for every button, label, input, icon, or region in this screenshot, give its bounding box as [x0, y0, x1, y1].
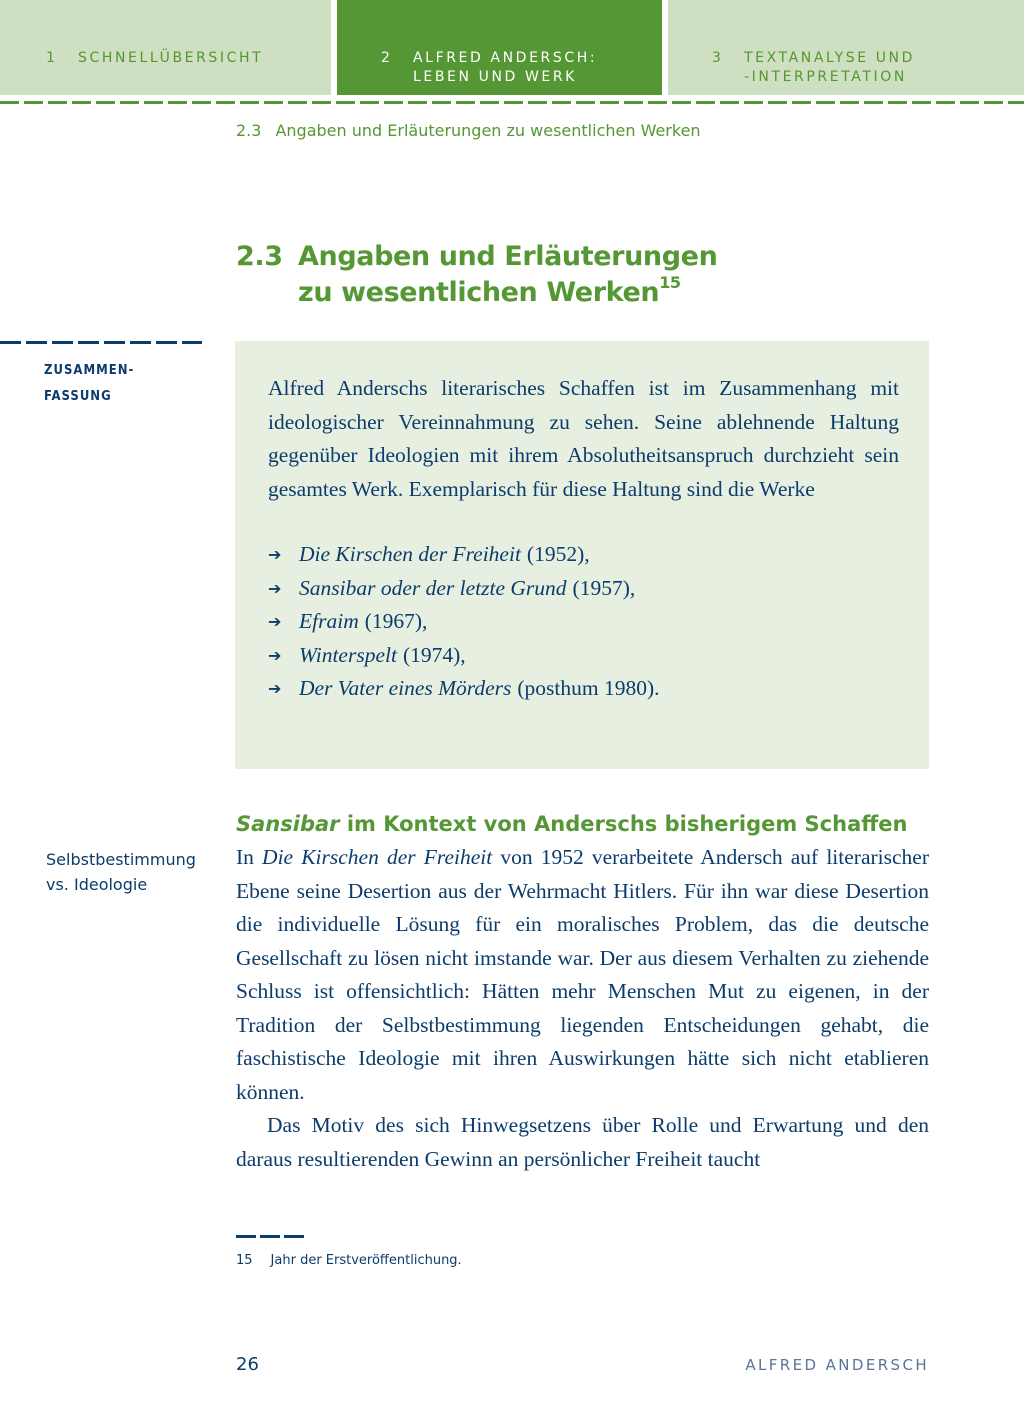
work-year: (posthum 1980).	[517, 676, 660, 700]
work-title: Sansibar oder der letzte Grund	[299, 575, 567, 600]
margin-note-line1: Selbstbestimmung	[46, 850, 196, 869]
work-title: Die Kirschen der Freiheit	[262, 845, 493, 869]
work-title: Winterspelt	[299, 642, 397, 667]
running-head-title: Angaben und Erläuterungen zu wesentlichen Werken	[275, 121, 701, 140]
arrow-right-icon: ➔	[268, 578, 282, 598]
tab-textanalyse-und-interpretation[interactable]	[668, 0, 1024, 95]
work-year: (1974),	[402, 642, 466, 667]
list-item	[268, 572, 899, 606]
work-year: (1957),	[572, 575, 636, 600]
section-number: 2.3	[236, 241, 283, 272]
work-year: (1967),	[364, 609, 428, 633]
tab-label	[744, 49, 915, 87]
subsection-heading	[236, 810, 907, 838]
margin-note-line2: vs. Ideologie	[46, 875, 148, 894]
para-text: von 1952 verarbeitete Andersch auf literarischer Ebene seine Desertion aus der Wehrmacht Hitlers. Für ihn war diese Desertion die individuelle Lösung für ein moralisches Problem, das die deutsche Gesellschaft zu lösen nicht imstande war. Der aus diesem Verhalten zu ziehende Schluss ist offensichtlich: Hätten mehr Menschen Mut zu eigenen, in der Tradition der Selbstbestimmung liegenden Entscheidungen gehabt, die faschistische Ideologie mit ihren Auswirkungen hätte sich nicht etablieren können.	[236, 845, 929, 1104]
list-item	[268, 639, 899, 673]
sidebar-dashed-divider	[0, 341, 202, 344]
paragraph	[236, 841, 929, 1109]
list-item	[268, 672, 899, 706]
summary-margin-label	[44, 358, 134, 410]
body-text	[236, 841, 929, 1176]
works-list	[268, 538, 899, 706]
running-head-number: 2.3	[236, 121, 262, 140]
tab-alfred-andersch-leben-und-werk[interactable]	[337, 0, 662, 95]
summary-label-line1: ZUSAMMEN-	[44, 363, 135, 378]
page-title	[236, 239, 717, 311]
arrow-right-icon: ➔	[268, 679, 282, 698]
footnote-reference[interactable]: 15	[659, 273, 681, 292]
tab-label-line2: -INTERPRETATION	[744, 69, 907, 85]
tab-label	[413, 49, 597, 87]
page-number: 26	[236, 1354, 259, 1375]
para-text: In	[236, 845, 263, 869]
footnote-number: 15	[236, 1253, 253, 1268]
subsection-heading-rest: im Kontext von Anderschs bisherigem Schaffen	[339, 812, 908, 836]
work-title: Efraim	[299, 609, 359, 633]
paragraph: Das Motiv des sich Hinwegsetzens über Rolle und Erwartung und den daraus resultierenden Gewinn an persönlicher Freiheit taucht	[236, 1113, 929, 1171]
work-title: Der Vater eines Mörders	[299, 676, 512, 700]
summary-text: Alfred Anderschs literarisches Schaffen ist im Zusammenhang mit ideologischer Vereinnahmung zu sehen. Seine ablehnende Haltung gegenüber Ideologien mit ihrem Absolutheitsanspruch durchzieht sein gesamtes Werk. Exemplarisch für diese Haltung sind die Werke	[268, 376, 899, 501]
section-title-line2: zu wesentlichen Werken	[298, 277, 660, 308]
margin-note	[46, 847, 196, 897]
list-item	[268, 605, 899, 639]
footnote-divider	[236, 1235, 304, 1238]
footer-book-title: ALFRED ANDERSCH	[745, 1356, 929, 1374]
running-head	[236, 121, 701, 140]
summary-label-line2: FASSUNG	[44, 389, 112, 404]
tab-label-line1: TEXTANALYSE UND	[744, 50, 916, 66]
arrow-right-icon: ➔	[268, 545, 282, 564]
footnote-text: Jahr der Erstveröffentlichung.	[270, 1253, 462, 1268]
tab-label-line2: LEBEN UND WERK	[413, 69, 577, 85]
list-item	[268, 538, 899, 572]
tab-label: SCHNELLÜBERSICHT	[78, 50, 264, 66]
subsection-heading-italic: Sansibar	[236, 812, 340, 836]
work-year: (1952),	[526, 542, 590, 566]
arrow-right-icon: ➔	[268, 612, 282, 631]
arrow-right-icon: ➔	[268, 645, 282, 665]
section-title-line1: Angaben und Erläuterungen	[298, 241, 718, 272]
summary-box	[235, 341, 929, 769]
header-dashed-divider	[0, 101, 1024, 104]
footnote	[236, 1253, 462, 1268]
tab-number: 3	[712, 50, 724, 66]
tab-number: 2	[381, 50, 393, 66]
tab-schnelluebersicht[interactable]	[0, 0, 331, 95]
tab-number: 1	[46, 50, 58, 66]
tab-label-line1: ALFRED ANDERSCH:	[413, 50, 598, 66]
work-title: Die Kirschen der Freiheit	[299, 542, 521, 566]
